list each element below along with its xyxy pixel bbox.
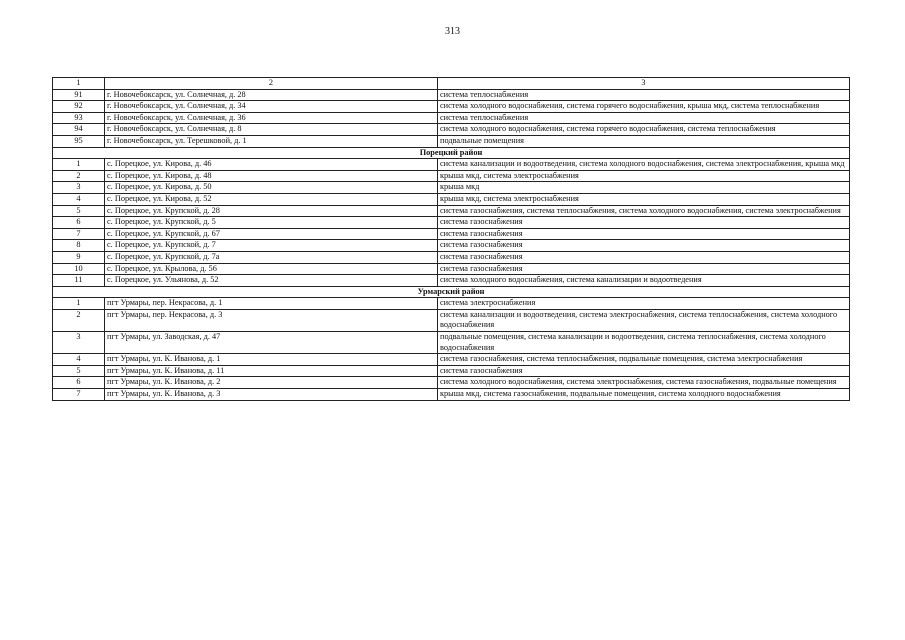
table-row xyxy=(53,159,850,171)
row-number: 91 xyxy=(53,89,105,101)
row-works: система теплоснабжения xyxy=(438,112,850,124)
row-address: пгт Урмары, ул. Заводская, д. 47 xyxy=(105,332,438,354)
table-row xyxy=(53,182,850,194)
row-number: 93 xyxy=(53,112,105,124)
table-row xyxy=(53,193,850,205)
row-number: 6 xyxy=(53,377,105,389)
table-row xyxy=(53,228,850,240)
row-address: пгт Урмары, ул. К. Иванова, д. 2 xyxy=(105,377,438,389)
table-row xyxy=(53,275,850,287)
row-address: пгт Урмары, ул. К. Иванова, д. 1 xyxy=(105,354,438,366)
header-col-2: 2 xyxy=(105,78,438,90)
table-header-row xyxy=(53,78,850,90)
row-works: система газоснабжения xyxy=(438,365,850,377)
row-number: 7 xyxy=(53,228,105,240)
table-row xyxy=(53,89,850,101)
row-address: г. Новочебоксарск, ул. Солнечная, д. 8 xyxy=(105,124,438,136)
row-works: система канализации и водоотведения, система холодного водоснабжения, система электроснабжения, крыша мкд xyxy=(438,159,850,171)
row-works: система газоснабжения xyxy=(438,251,850,263)
row-number: 4 xyxy=(53,193,105,205)
row-address: г. Новочебоксарск, ул. Солнечная, д. 28 xyxy=(105,89,438,101)
row-number: 1 xyxy=(53,298,105,310)
row-works: система холодного водоснабжения, система горячего водоснабжения, система теплоснабжения xyxy=(438,124,850,136)
section-header-row xyxy=(53,286,850,298)
row-number: 8 xyxy=(53,240,105,252)
row-works: система холодного водоснабжения, система электроснабжения, система газоснабжения, подвальные помещения xyxy=(438,377,850,389)
row-works: подвальные помещения, система канализации и водоотведения, система теплоснабжения, система холодного водоснабжения xyxy=(438,332,850,354)
table-row xyxy=(53,124,850,136)
district-title: Порецкий район xyxy=(53,147,850,159)
row-address: с. Порецкое, ул. Крупской, д. 7 xyxy=(105,240,438,252)
row-number: 5 xyxy=(53,365,105,377)
row-number: 3 xyxy=(53,182,105,194)
row-number: 92 xyxy=(53,101,105,113)
row-address: с. Порецкое, ул. Крупской, д. 7а xyxy=(105,251,438,263)
row-number: 94 xyxy=(53,124,105,136)
row-number: 5 xyxy=(53,205,105,217)
row-number: 3 xyxy=(53,332,105,354)
header-col-3: 3 xyxy=(438,78,850,90)
row-address: с. Порецкое, ул. Крупской, д. 5 xyxy=(105,217,438,229)
row-address: г. Новочебоксарск, ул. Солнечная, д. 36 xyxy=(105,112,438,124)
row-number: 1 xyxy=(53,159,105,171)
row-address: с. Порецкое, ул. Кирова, д. 48 xyxy=(105,170,438,182)
row-works: система теплоснабжения xyxy=(438,89,850,101)
district-title: Урмарский район xyxy=(53,286,850,298)
table-row xyxy=(53,240,850,252)
row-works: крыша мкд xyxy=(438,182,850,194)
row-works: система холодного водоснабжения, система горячего водоснабжения, крыша мкд, система теплоснабжения xyxy=(438,101,850,113)
row-address: с. Порецкое, ул. Крупской, д. 67 xyxy=(105,228,438,240)
row-number: 10 xyxy=(53,263,105,275)
row-address: пгт Урмары, ул. К. Иванова, д. 3 xyxy=(105,389,438,401)
table-row xyxy=(53,251,850,263)
row-address: пгт Урмары, пер. Некрасова, д. 3 xyxy=(105,309,438,331)
table-row xyxy=(53,377,850,389)
table-row xyxy=(53,135,850,147)
row-number: 11 xyxy=(53,275,105,287)
row-works: крыша мкд, система электроснабжения xyxy=(438,193,850,205)
row-works: система газоснабжения xyxy=(438,240,850,252)
row-address: пгт Урмары, ул. К. Иванова, д. 11 xyxy=(105,365,438,377)
table-row xyxy=(53,112,850,124)
housing-repair-table xyxy=(52,77,850,401)
row-works: система холодного водоснабжения, система канализации и водоотведения xyxy=(438,275,850,287)
row-address: с. Порецкое, ул. Кирова, д. 50 xyxy=(105,182,438,194)
row-works: система канализации и водоотведения, система электроснабжения, система теплоснабжения, система холодного водоснабжения xyxy=(438,309,850,331)
table-row xyxy=(53,205,850,217)
table-row xyxy=(53,170,850,182)
table-row xyxy=(53,101,850,113)
table-row xyxy=(53,309,850,331)
row-works: система газоснабжения xyxy=(438,217,850,229)
table-row xyxy=(53,298,850,310)
table-row xyxy=(53,332,850,354)
row-works: система газоснабжения xyxy=(438,228,850,240)
row-address: с. Порецкое, ул. Кирова, д. 46 xyxy=(105,159,438,171)
row-works: крыша мкд, система электроснабжения xyxy=(438,170,850,182)
table-row xyxy=(53,354,850,366)
header-col-1: 1 xyxy=(53,78,105,90)
table-row xyxy=(53,263,850,275)
row-number: 4 xyxy=(53,354,105,366)
row-address: с. Порецкое, ул. Крупской, д. 28 xyxy=(105,205,438,217)
section-header-row xyxy=(53,147,850,159)
row-works: система газоснабжения xyxy=(438,263,850,275)
row-number: 95 xyxy=(53,135,105,147)
table-row xyxy=(53,389,850,401)
row-works: система газоснабжения, система теплоснабжения, подвальные помещения, система электроснабжения xyxy=(438,354,850,366)
page-number: 313 xyxy=(445,26,460,37)
row-number: 2 xyxy=(53,309,105,331)
row-address: г. Новочебоксарск, ул. Терешковой, д. 1 xyxy=(105,135,438,147)
row-number: 9 xyxy=(53,251,105,263)
row-address: с. Порецкое, ул. Ульянова, д. 52 xyxy=(105,275,438,287)
row-number: 2 xyxy=(53,170,105,182)
row-address: с. Порецкое, ул. Крылова, д. 56 xyxy=(105,263,438,275)
row-works: подвальные помещения xyxy=(438,135,850,147)
row-works: крыша мкд, система газоснабжения, подвальные помещения, система холодного водоснабжения xyxy=(438,389,850,401)
row-address: с. Порецкое, ул. Кирова, д. 52 xyxy=(105,193,438,205)
row-works: система электроснабжения xyxy=(438,298,850,310)
table-row xyxy=(53,217,850,229)
row-address: пгт Урмары, пер. Некрасова, д. 1 xyxy=(105,298,438,310)
table-row xyxy=(53,365,850,377)
row-number: 6 xyxy=(53,217,105,229)
row-address: г. Новочебоксарск, ул. Солнечная, д. 34 xyxy=(105,101,438,113)
row-number: 7 xyxy=(53,389,105,401)
row-works: система газоснабжения, система теплоснабжения, система холодного водоснабжения, система электроснабжения xyxy=(438,205,850,217)
